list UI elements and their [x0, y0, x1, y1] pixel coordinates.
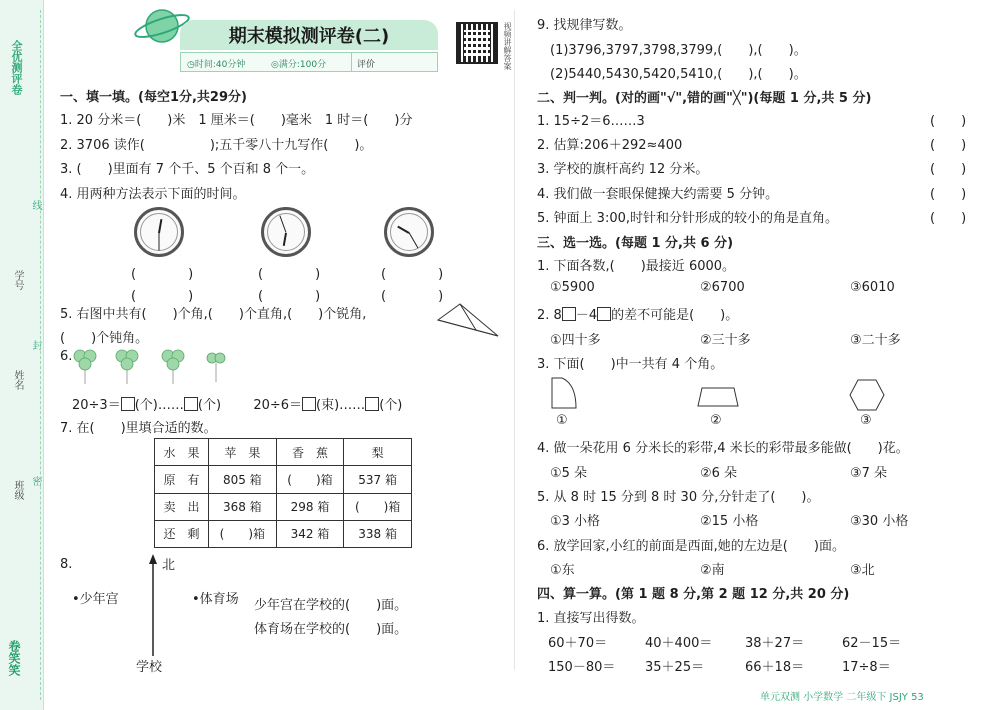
judge-item: 2. 估算:206＋292≈400	[537, 138, 683, 153]
choice-question-3: 3. 下面( )中一共有 4 个角。	[537, 357, 724, 372]
calc-item[interactable]: 35＋25＝	[645, 660, 705, 675]
grade-label: 评价	[357, 60, 376, 70]
digit-box[interactable]	[562, 307, 576, 321]
question-9-2: (2)5440,5430,5420,5410,( ),( )。	[550, 67, 807, 82]
exam-info-bar	[180, 52, 438, 72]
unit-text: (个)……	[134, 398, 184, 413]
calc-item[interactable]: 40＋400＝	[645, 636, 713, 651]
side-strip	[0, 0, 44, 710]
clock-answer-blank[interactable]: ( )	[131, 267, 194, 282]
choice-option[interactable]: ③6010	[850, 280, 895, 295]
table-cell: 香 蕉	[276, 439, 344, 466]
north-label: 北	[162, 558, 176, 573]
cut-mark-3: 密	[30, 476, 41, 486]
balloons-icon	[70, 346, 240, 386]
judge-answer-blank[interactable]: ( )	[930, 187, 967, 202]
division-equation-1: 20÷3＝	[72, 398, 121, 413]
page-footer: 单元双测 小学数学 二年级下 JSJY 53	[760, 692, 924, 703]
north-arrow-icon	[146, 552, 160, 658]
question-1-5: 5. 右图中共有( )个角,( )个直角,( )个锐角,	[60, 307, 367, 322]
time-limit: ◷时间:40分钟	[187, 60, 246, 70]
cut-line	[40, 10, 41, 700]
question-1-1: 1. 20 分米＝( )米 1 厘米＝( )毫米 1 时＝( )分	[60, 113, 413, 128]
table-cell: 537 箱	[344, 466, 412, 493]
choice-option[interactable]: ③	[860, 413, 872, 428]
table-cell: 368 箱	[209, 493, 277, 520]
judge-item: 1. 15÷2＝6……3	[537, 114, 645, 129]
section-judge-title: 二、判一判。(对的画"√",错的画"╳")(每题 1 分,共 5 分)	[537, 91, 872, 106]
choice-option[interactable]: ①四十多	[550, 333, 601, 348]
clock-answer-blank[interactable]: ( )	[381, 289, 444, 304]
division-question-row	[72, 394, 402, 413]
choice-option[interactable]: ①东	[550, 563, 575, 578]
question-1-8b: 体育场在学校的( )面。	[254, 622, 408, 637]
school-label: 学校	[136, 660, 163, 675]
judge-item: 5. 钟面上 3:00,时针和分针形成的较小的角是直角。	[537, 211, 838, 226]
choice-option[interactable]: ①5900	[550, 280, 595, 295]
clock-icon	[261, 207, 311, 257]
question-text: 2. 8	[537, 308, 562, 323]
calc-item[interactable]: 150－80＝	[548, 660, 616, 675]
clock-answer-blank[interactable]: ( )	[258, 267, 321, 282]
question-1-8a: 少年宫在学校的( )面。	[254, 598, 408, 613]
section-choice-title: 三、选一选。(每题 1 分,共 6 分)	[537, 236, 734, 251]
choice-option[interactable]: ②6 朵	[700, 466, 738, 481]
youth-palace-label: •少年宫	[72, 592, 119, 607]
clock-icon	[134, 207, 184, 257]
table-cell[interactable]: ( )箱	[344, 493, 412, 520]
choice-question-2	[537, 304, 738, 323]
choice-option[interactable]: ①5 朵	[550, 466, 588, 481]
class-label: 班级	[12, 480, 23, 500]
fruit-table	[154, 438, 412, 548]
full-score: ◎满分:100分	[271, 60, 327, 70]
hexagon-icon	[848, 378, 886, 412]
judge-answer-blank[interactable]: ( )	[930, 162, 967, 177]
choice-option[interactable]: ②南	[700, 563, 725, 578]
table-cell: 805 箱	[209, 466, 277, 493]
choice-option[interactable]: ③二十多	[850, 333, 901, 348]
table-row	[155, 439, 412, 466]
clock-answer-blank[interactable]: ( )	[131, 289, 194, 304]
judge-item: 4. 我们做一套眼保健操大约需要 5 分钟。	[537, 187, 779, 202]
clock-answer-blank[interactable]: ( )	[258, 289, 321, 304]
answer-box[interactable]	[184, 397, 198, 411]
trapezoid-icon	[696, 386, 740, 408]
cut-mark-2: 封	[30, 340, 41, 350]
calc-item[interactable]: 66＋18＝	[745, 660, 805, 675]
exam-header	[150, 14, 440, 72]
unit-text: (束)……	[316, 398, 366, 413]
calc-instruction: 1. 直接写出得数。	[537, 611, 645, 626]
choice-option[interactable]: ②三十多	[700, 333, 751, 348]
qr-code[interactable]	[456, 22, 498, 64]
judge-answer-blank[interactable]: ( )	[930, 138, 967, 153]
qr-note: 视频讲解答案	[503, 22, 512, 70]
section-calc-title: 四、算一算。(第 1 题 8 分,第 2 题 12 分,共 20 分)	[537, 587, 850, 602]
cut-mark-1: 线	[30, 200, 41, 210]
choice-question-1: 1. 下面各数,( )最接近 6000。	[537, 259, 736, 274]
choice-question-5: 5. 从 8 时 15 分到 8 时 30 分,分针走了( )。	[537, 490, 820, 505]
section-fill-title: 一、填一填。(每空1分,共29分)	[60, 90, 247, 105]
student-name-label: 姓名	[12, 370, 23, 390]
stadium-label: •体育场	[192, 592, 239, 607]
table-row	[155, 493, 412, 520]
clock-icon	[384, 207, 434, 257]
question-9: 9. 找规律写数。	[537, 18, 632, 33]
table-cell: 338 箱	[344, 520, 412, 547]
clock-answer-blank[interactable]: ( )	[381, 267, 444, 282]
choice-option[interactable]: ③30 小格	[850, 514, 909, 529]
logo-text: 卷笑笑	[7, 640, 21, 676]
choice-option[interactable]: ②	[710, 413, 722, 428]
question-1-4: 4. 用两种方法表示下面的时间。	[60, 187, 246, 202]
table-row	[155, 520, 412, 547]
question-1-5-cont: ( )个钝角。	[60, 331, 149, 346]
quarter-shape-icon	[550, 376, 578, 410]
table-cell: 水 果	[155, 439, 209, 466]
question-text: 的差不可能是( )。	[611, 308, 739, 323]
question-9-1: (1)3796,3797,3798,3799,( ),( )。	[550, 43, 807, 58]
choice-question-6: 6. 放学回家,小红的前面是西面,她的左边是( )面。	[537, 539, 845, 554]
digit-box[interactable]	[597, 307, 611, 321]
calc-item[interactable]: 60＋70＝	[548, 636, 608, 651]
table-cell: 342 箱	[276, 520, 344, 547]
choice-option[interactable]: ①	[556, 413, 568, 428]
question-1-3: 3. ( )里面有 7 个千、5 个百和 8 个一。	[60, 162, 315, 177]
question-1-7: 7. 在( )里填合适的数。	[60, 421, 217, 436]
question-1-8: 8.	[60, 557, 73, 572]
table-cell[interactable]: ( )箱	[276, 466, 344, 493]
table-cell: 卖 出	[155, 493, 209, 520]
table-cell: 还 剩	[155, 520, 209, 547]
page-divider	[514, 10, 515, 670]
student-number-label: 学号	[12, 270, 23, 290]
question-1-2: 2. 3706 读作( );五千零八十九写作( )。	[60, 138, 373, 153]
brand-text: 全优测评卷	[10, 40, 23, 95]
table-row	[155, 466, 412, 493]
table-cell: 梨	[344, 439, 412, 466]
unit-text: (个)	[379, 398, 403, 413]
angle-figure-icon	[436, 302, 500, 338]
page-title: 期末模拟测评卷(二)	[228, 26, 390, 47]
answer-box[interactable]	[121, 397, 135, 411]
question-text: －4	[575, 308, 598, 323]
calc-item[interactable]: 17÷8＝	[842, 660, 891, 675]
judge-answer-blank[interactable]: ( )	[930, 211, 967, 226]
calc-item[interactable]: 38＋27＝	[745, 636, 805, 651]
table-cell: 原 有	[155, 466, 209, 493]
answer-box[interactable]	[365, 397, 379, 411]
choice-option[interactable]: ②15 小格	[700, 514, 759, 529]
unit-text: (个)	[197, 398, 222, 413]
choice-question-4: 4. 做一朵花用 6 分米长的彩带,4 米长的彩带最多能做( )花。	[537, 441, 909, 456]
judge-item: 3. 学校的旗杆高约 12 分米。	[537, 162, 709, 177]
table-cell: 298 箱	[276, 493, 344, 520]
division-equation-2: 20÷6＝	[253, 398, 303, 413]
choice-option[interactable]: ③7 朵	[850, 466, 888, 481]
calc-item[interactable]: 62－15＝	[842, 636, 902, 651]
table-cell[interactable]: ( )箱	[209, 520, 277, 547]
judge-answer-blank[interactable]: ( )	[930, 114, 967, 129]
choice-option[interactable]: ③北	[850, 563, 875, 578]
answer-box[interactable]	[302, 397, 316, 411]
question-1-6: 6.	[60, 349, 73, 364]
table-cell: 苹 果	[209, 439, 277, 466]
choice-option[interactable]: ①3 小格	[550, 514, 601, 529]
choice-option[interactable]: ②6700	[700, 280, 745, 295]
